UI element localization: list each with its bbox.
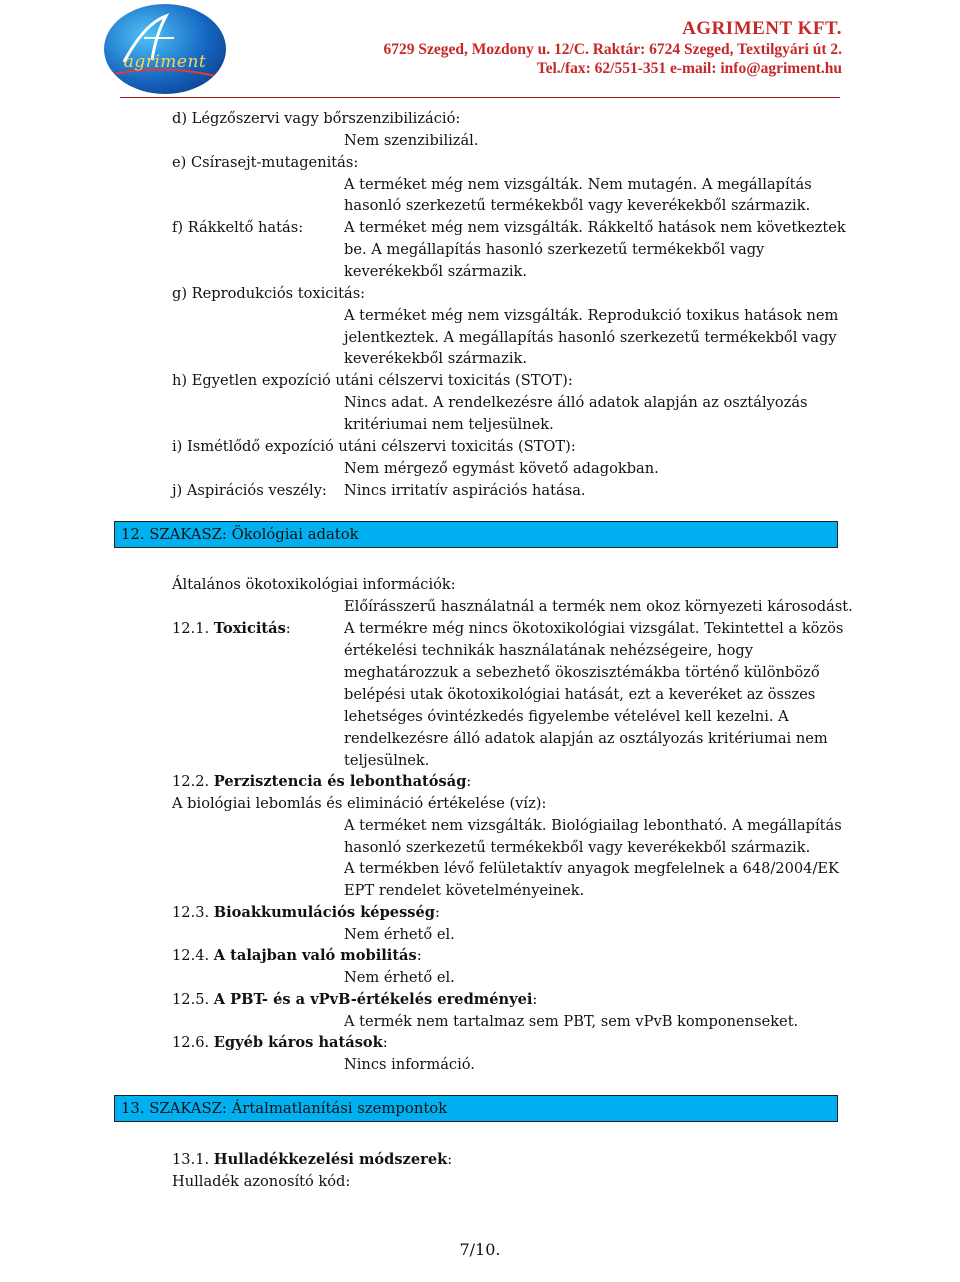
s12-1-text-5: lehetséges óvintézkedés figyelembe vételével kell kezelni. A xyxy=(344,708,789,725)
item-d-text: Nem szenzibilizál. xyxy=(344,132,479,149)
s12-1-text-3: meghatározzuk a sebezhető ökoszisztémákba történő különböző xyxy=(344,664,820,681)
s12-1-text-6: rendelkezésre álló adatok alapján az osztályozás kritériumai nem xyxy=(344,730,828,747)
s12-1-text-4: belépési utak ökotoxikológiai hatását, ezt a keveréket az összes xyxy=(344,686,816,703)
s12-1-text-2: értékelési technikák használatának nehézségeire, hogy xyxy=(344,642,753,659)
logo-swoosh-icon xyxy=(104,4,226,94)
s12-4-number: 12.4. xyxy=(172,947,210,964)
s12-4-title: A talajban való mobilitás xyxy=(213,947,417,964)
section-13-header xyxy=(114,1095,838,1122)
item-f-label: f) Rákkeltő hatás: xyxy=(172,219,304,236)
s13-1-number: 13.1. xyxy=(172,1151,210,1168)
s12-1-heading xyxy=(172,620,291,638)
s12-2-number: 12.2. xyxy=(172,773,210,790)
s12-5-heading xyxy=(172,991,537,1009)
s12-1-number: 12.1. xyxy=(172,620,210,637)
item-g-text-2: jelentkeztek. A megállapítás hasonló szerkezetű termékekből vagy xyxy=(344,329,837,346)
item-h-text-2: kritériumai nem teljesülnek. xyxy=(344,416,554,433)
item-f-text-1: A terméket még nem vizsgálták. Rákkeltő hatások nem következtek xyxy=(344,219,846,236)
s12-2-title: Perzisztencia és lebonthatóság xyxy=(213,773,467,790)
s12-3-title: Bioakkumulációs képesség xyxy=(213,904,436,921)
s12-2-subheading: A biológiai lebomlás és elimináció értékelése (víz): xyxy=(172,795,547,812)
company-logo xyxy=(104,4,226,94)
item-g-label: g) Reprodukciós toxicitás: xyxy=(172,285,366,302)
s12-1-text-7: teljesülnek. xyxy=(344,752,430,769)
item-e-text-1: A terméket még nem vizsgálták. Nem mutagén. A megállapítás xyxy=(344,176,812,193)
s12-4-colon: : xyxy=(416,947,422,964)
general-text: Előírásszerű használatnál a termék nem okoz környezeti károsodást. xyxy=(344,598,853,615)
s12-2-heading xyxy=(172,773,471,791)
s12-2-text-3: A termékben lévő felületaktív anyagok megfelelnek a 648/2004/EK xyxy=(344,860,839,877)
general-heading: Általános ökotoxikológiai információk: xyxy=(172,576,456,593)
s12-5-number: 12.5. xyxy=(172,991,210,1008)
s12-2-colon: : xyxy=(466,773,472,790)
item-i-text: Nem mérgező egymást követő adagokban. xyxy=(344,460,659,477)
item-e-label: e) Csírasejt-mutagenitás: xyxy=(172,154,359,171)
s12-4-heading xyxy=(172,947,422,965)
s12-3-heading xyxy=(172,904,440,922)
company-name: AGRIMENT KFT. xyxy=(682,18,842,39)
s12-2-text-4: EPT rendelet követelményeinek. xyxy=(344,882,585,899)
s12-2-text-2: hasonló szerkezetű termékekből vagy keverékekből származik. xyxy=(344,839,811,856)
item-e-text-2: hasonló szerkezetű termékekből vagy keverékekből származik. xyxy=(344,197,811,214)
s12-6-heading xyxy=(172,1034,388,1052)
s12-4-text: Nem érhető el. xyxy=(344,969,455,986)
item-j-text: Nincs irritatív aspirációs hatása. xyxy=(344,482,586,499)
s12-6-text: Nincs információ. xyxy=(344,1056,475,1073)
s12-6-colon: : xyxy=(382,1034,388,1051)
s12-5-colon: : xyxy=(532,991,538,1008)
s12-3-colon: : xyxy=(435,904,440,921)
item-g-text-1: A terméket még nem vizsgálták. Reprodukció toxikus hatások nem xyxy=(344,307,839,324)
s12-5-title: A PBT- és a vPvB-értékelés eredményei xyxy=(213,991,533,1008)
item-i-label: i) Ismétlődő expozíció utáni célszervi toxicitás (STOT): xyxy=(172,438,576,455)
header-divider xyxy=(120,97,840,98)
s13-1-heading xyxy=(172,1151,452,1169)
s12-2-text-1: A terméket nem vizsgálták. Biológiailag lebontható. A megállapítás xyxy=(344,817,842,834)
section-12-title: 12. SZAKASZ: Ökológiai adatok xyxy=(121,526,359,543)
s12-1-title: Toxicitás xyxy=(213,620,286,637)
item-g-text-3: keverékekből származik. xyxy=(344,350,527,367)
s12-5-text: A termék nem tartalmaz sem PBT, sem vPvB komponenseket. xyxy=(344,1013,799,1030)
waste-code-label: Hulladék azonosító kód: xyxy=(172,1173,351,1190)
company-info xyxy=(383,18,842,78)
logo-text: agriment xyxy=(123,52,207,72)
s12-6-title: Egyéb káros hatások xyxy=(213,1034,383,1051)
company-address: 6729 Szeged, Mozdony u. 12/C. Raktár: 6724 Szeged, Textilgyári út 2. xyxy=(383,41,842,58)
company-contact: Tel./fax: 62/551-351 e-mail: info@agriment.hu xyxy=(536,60,842,77)
s12-1-colon: : xyxy=(285,620,291,637)
item-h-text-1: Nincs adat. A rendelkezésre álló adatok alapján az osztályozás xyxy=(344,394,808,411)
item-j-label: j) Aspirációs veszély: xyxy=(172,482,327,499)
item-d-label: d) Légzőszervi vagy bőrszenzibilizáció: xyxy=(172,110,461,127)
s12-3-text: Nem érhető el. xyxy=(344,926,455,943)
s12-6-number: 12.6. xyxy=(172,1034,210,1051)
page-number: 7/10. xyxy=(459,1240,501,1259)
s13-1-colon: : xyxy=(447,1151,453,1168)
s12-1-text-1: A termékre még nincs ökotoxikológiai vizsgálat. Tekintettel a közös xyxy=(344,620,844,637)
section-12-header xyxy=(114,521,838,548)
item-h-label: h) Egyetlen expozíció utáni célszervi toxicitás (STOT): xyxy=(172,372,573,389)
item-f-text-3: keverékekből származik. xyxy=(344,263,527,280)
s12-3-number: 12.3. xyxy=(172,904,210,921)
s13-1-title: Hulladékkezelési módszerek xyxy=(213,1151,448,1168)
section-13-title: 13. SZAKASZ: Ártalmatlanítási szempontok xyxy=(121,1100,448,1117)
item-f-text-2: be. A megállapítás hasonló szerkezetű termékekből vagy xyxy=(344,241,765,258)
